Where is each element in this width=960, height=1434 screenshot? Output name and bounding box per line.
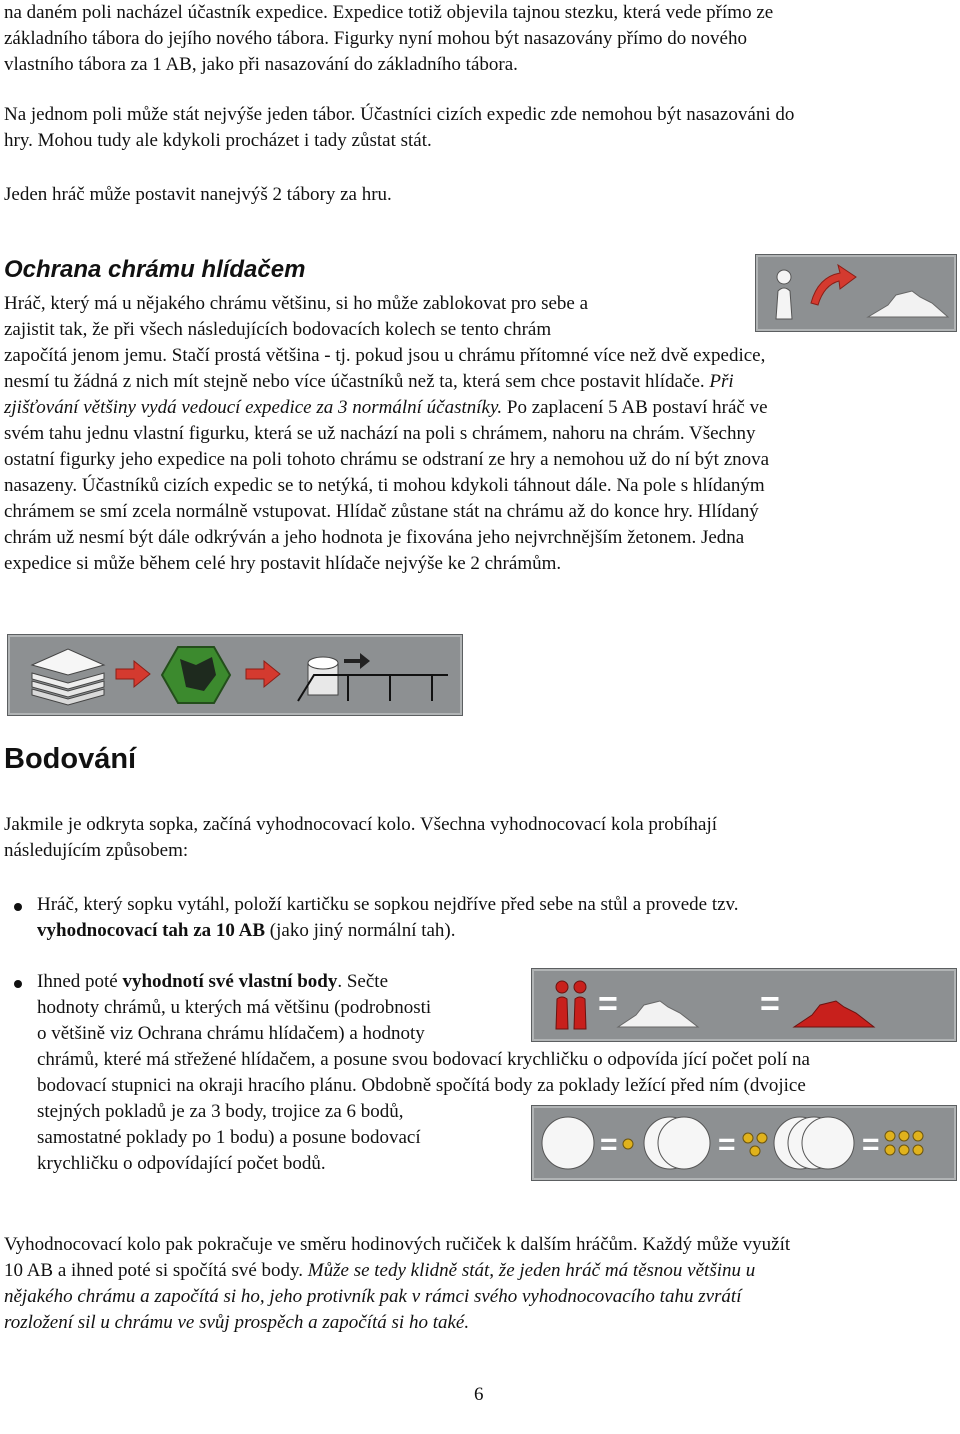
text-line: na daném poli nacházel účastník expedice. Expedice totiž objevila tajnou stezku, která vede přímo ze xyxy=(4,2,774,23)
text-segment: Po zaplacení 5 AB postaví hráč ve xyxy=(502,397,768,418)
section-heading-guard: Ochrana chrámu hlídačem xyxy=(4,256,306,283)
text-line xyxy=(4,1284,956,1310)
bullet-marker xyxy=(14,980,22,988)
text-line: krychličku o odpovídající počet bodů. xyxy=(37,1153,326,1174)
bullet-item-1 xyxy=(37,892,952,944)
text-line: nasazeny. Účastníků cizích expedic se to netýká, ti mohou kdykoli táhnout dále. Na pole s hlídaným xyxy=(4,475,765,496)
scoring-track-panel xyxy=(7,634,463,716)
dots-icon xyxy=(743,1133,767,1156)
text-segment: 10 AB a ihned poté si spočítá své body. xyxy=(4,1260,308,1281)
text-line xyxy=(4,1310,956,1336)
italic-segment: Může se tedy klidně stát, že jeden hráč má těsnou většinu u xyxy=(307,1260,756,1281)
arrow-icon xyxy=(116,661,150,687)
text-line: zajistit tak, že při všech následujících bodovacích kolech se tento chrám xyxy=(4,319,552,340)
text-line: započítá jenom jemu. Stačí prostá většina - tj. pokud jsou u chrámu přítomné více než dvě expedice, xyxy=(4,345,766,366)
italic-segment: Při xyxy=(709,371,734,392)
text-segment: nesmí tu žádná z nich mít stejně nebo více účastníků než ta, která sem chce postavit hlídače. xyxy=(4,371,705,392)
intro-paragraph-1 xyxy=(4,0,954,78)
equals-sign: = xyxy=(600,1128,618,1161)
tile-stack-icon xyxy=(32,649,104,705)
text-line: následujícím způsobem: xyxy=(4,840,189,861)
text-line xyxy=(37,918,952,944)
text-line: Vyhodnocovací kolo pak pokračuje ve směru hodinových ručiček k dalším hráčům. Každý může využít xyxy=(4,1234,791,1255)
text-line: bodovací stupnici na okraji hracího plánu. Obdobně spočítá body za poklady ležící před ním (dvojice xyxy=(37,1075,806,1096)
text-line: svém tahu jednu vlastní figurku, která se už nachází na poli s chrámem, nahoru na chrám. Všechny xyxy=(4,423,756,444)
arrow-icon xyxy=(246,661,280,687)
scoring-track-graphic xyxy=(8,635,462,715)
text-segment: . Sečte xyxy=(337,971,389,992)
dots-icon xyxy=(885,1131,923,1155)
treasure-icon xyxy=(542,1117,594,1169)
section-heading-scoring: Bodování xyxy=(4,743,137,775)
dots-icon xyxy=(623,1139,633,1149)
text-line: Jakmile je odkryta sopka, začíná vyhodnocovací kolo. Všechna vyhodnocovací kola probíhají xyxy=(4,814,718,835)
treasure-icon xyxy=(774,1117,854,1169)
text-line: chrámem se smí zcela normálně vstupovat. Hlídač zůstane stát na chrámu až do konce hry. Hlídaný xyxy=(4,501,759,522)
text-line xyxy=(4,1258,956,1284)
text-line: základního tábora do jejího nového tábora. Figurky nyní mohou být nasazovány přímo do nového xyxy=(4,28,747,49)
text-line: Hráč, který má u nějakého chrámu většinu, si ho může zablokovat pro sebe a xyxy=(4,293,589,314)
jungle-tile-icon xyxy=(162,647,230,703)
bold-segment: vyhodnotí své vlastní body xyxy=(122,971,338,992)
text-line: hry. Mohou tudy ale kdykoli procházet i tady zůstat stát. xyxy=(4,130,432,151)
text-line: chrám už nesmí být dále odkrýván a jeho hodnota je fixována jeho nejvrchnějším žetonem. Jedna xyxy=(4,527,745,548)
page-number: 6 xyxy=(474,1384,484,1405)
italic-segment: zjišťování většiny vydá vedoucí expedice za 3 normální účastníky. xyxy=(4,397,503,418)
treasure-score-panel xyxy=(531,1105,957,1181)
text-line: o většině viz Ochrana chrámu hlídačem) a hodnoty xyxy=(37,1023,425,1044)
text-line: chrámů, které má střežené hlídačem, a posune svou bodovací krychličku o odpovída jící počet polí na xyxy=(37,1049,810,1070)
text-line: expedice si může během celé hry postavit hlídače nejvýše ke 2 chrámům. xyxy=(4,553,562,574)
intro-paragraph-3: Jeden hráč může postavit nanejvýš 2 tábory za hru. xyxy=(4,184,392,205)
equals-sign: = xyxy=(718,1128,736,1161)
text-line: Na jednom poli může stát nejvýše jeden tábor. Účastníci cizích expedic zde nemohou být nasazováni do xyxy=(4,104,795,125)
text-line: samostatné poklady po 1 bodu) a posune bodovací xyxy=(37,1127,421,1148)
italic-segment: rozložení sil u chrámu ve svůj prospěch a započítá si ho také. xyxy=(4,1312,470,1333)
scoring-intro xyxy=(4,812,954,864)
treasure-score-graphic xyxy=(532,1106,956,1180)
intro-paragraph-2 xyxy=(4,102,954,154)
text-line xyxy=(37,969,957,995)
text-line: stejných pokladů je za 3 body, trojice za 6 bodů, xyxy=(37,1101,404,1122)
equals-sign: = xyxy=(598,985,618,1023)
equals-sign: = xyxy=(862,1128,880,1161)
text-line xyxy=(4,369,956,395)
equals-sign: = xyxy=(760,985,780,1023)
text-line xyxy=(4,395,956,421)
text-line: vlastního tábora za 1 AB, jako při nasazování do základního tábora. xyxy=(4,54,518,75)
text-segment: Ihned poté xyxy=(37,971,123,992)
treasure-icon xyxy=(644,1117,710,1169)
bold-segment: vyhodnocovací tah za 10 AB xyxy=(37,920,266,941)
italic-segment: nějakého chrámu a započítá si ho, jeho protivník pak v rámci svého vyhodnocovacího tahu zvrátí xyxy=(4,1286,742,1307)
text-line: hodnoty chrámů, u kterých má většinu (podrobnosti xyxy=(37,997,432,1018)
text-line: ostatní figurky jeho expedice na poli tohoto chrámu se odstraní ze hry a nemohou už do ní být znova xyxy=(4,449,770,470)
scoring-final-paragraph xyxy=(4,1232,956,1336)
text-segment: (jako jiný normální tah). xyxy=(265,920,456,941)
guard-paragraph xyxy=(4,291,956,577)
text-line: Hráč, který sopku vytáhl, položí kartičku se sopkou nejdříve před sebe na stůl a provede tzv. xyxy=(37,894,739,915)
bullet-marker xyxy=(14,903,22,911)
